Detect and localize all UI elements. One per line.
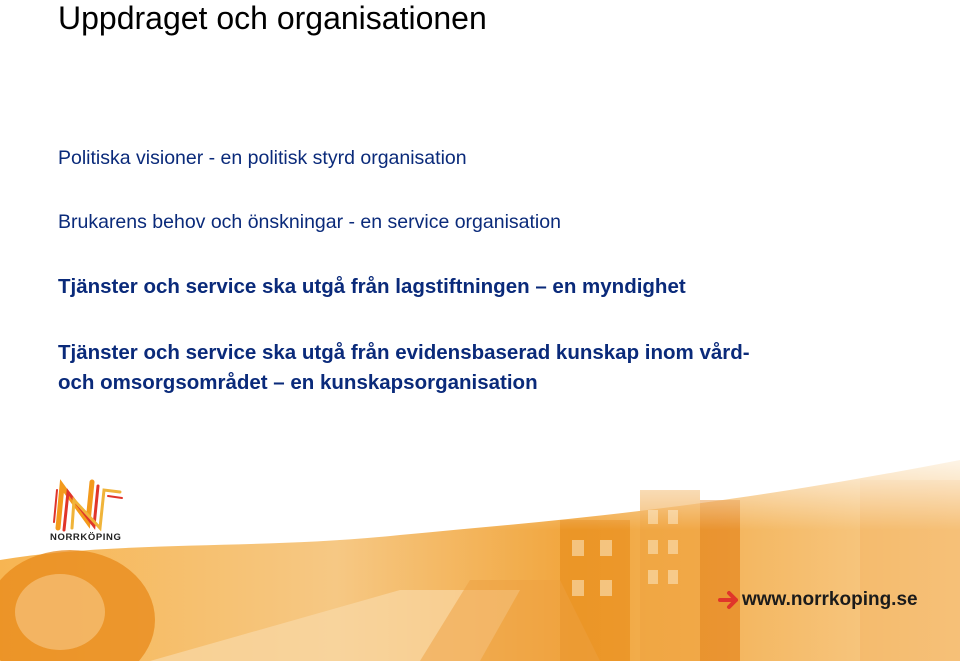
arrow-right-icon (718, 590, 740, 610)
bullet-user-needs: Brukarens behov och önskningar - en service organisation (58, 211, 561, 233)
bullet-evidence-based (58, 338, 750, 398)
footer-photo-banner (0, 440, 960, 661)
website-link[interactable]: www.norrkoping.se (742, 589, 918, 610)
bullet-legislation: Tjänster och service ska utgå från lagstiftningen – en myndighet (58, 275, 686, 298)
bullet-political-visions: Politiska visioner - en politisk styrd organisation (58, 147, 467, 169)
logo-wordmark: NORRKÖPING (50, 532, 122, 543)
slide-title: Uppdraget och organisationen (58, 0, 487, 36)
bullet-evidence-based-line2: och omsorgsområdet – en kunskapsorganisation (58, 371, 538, 394)
bullet-evidence-based-line1: Tjänster och service ska utgå från evidensbaserad kunskap inom vård- (58, 341, 750, 364)
